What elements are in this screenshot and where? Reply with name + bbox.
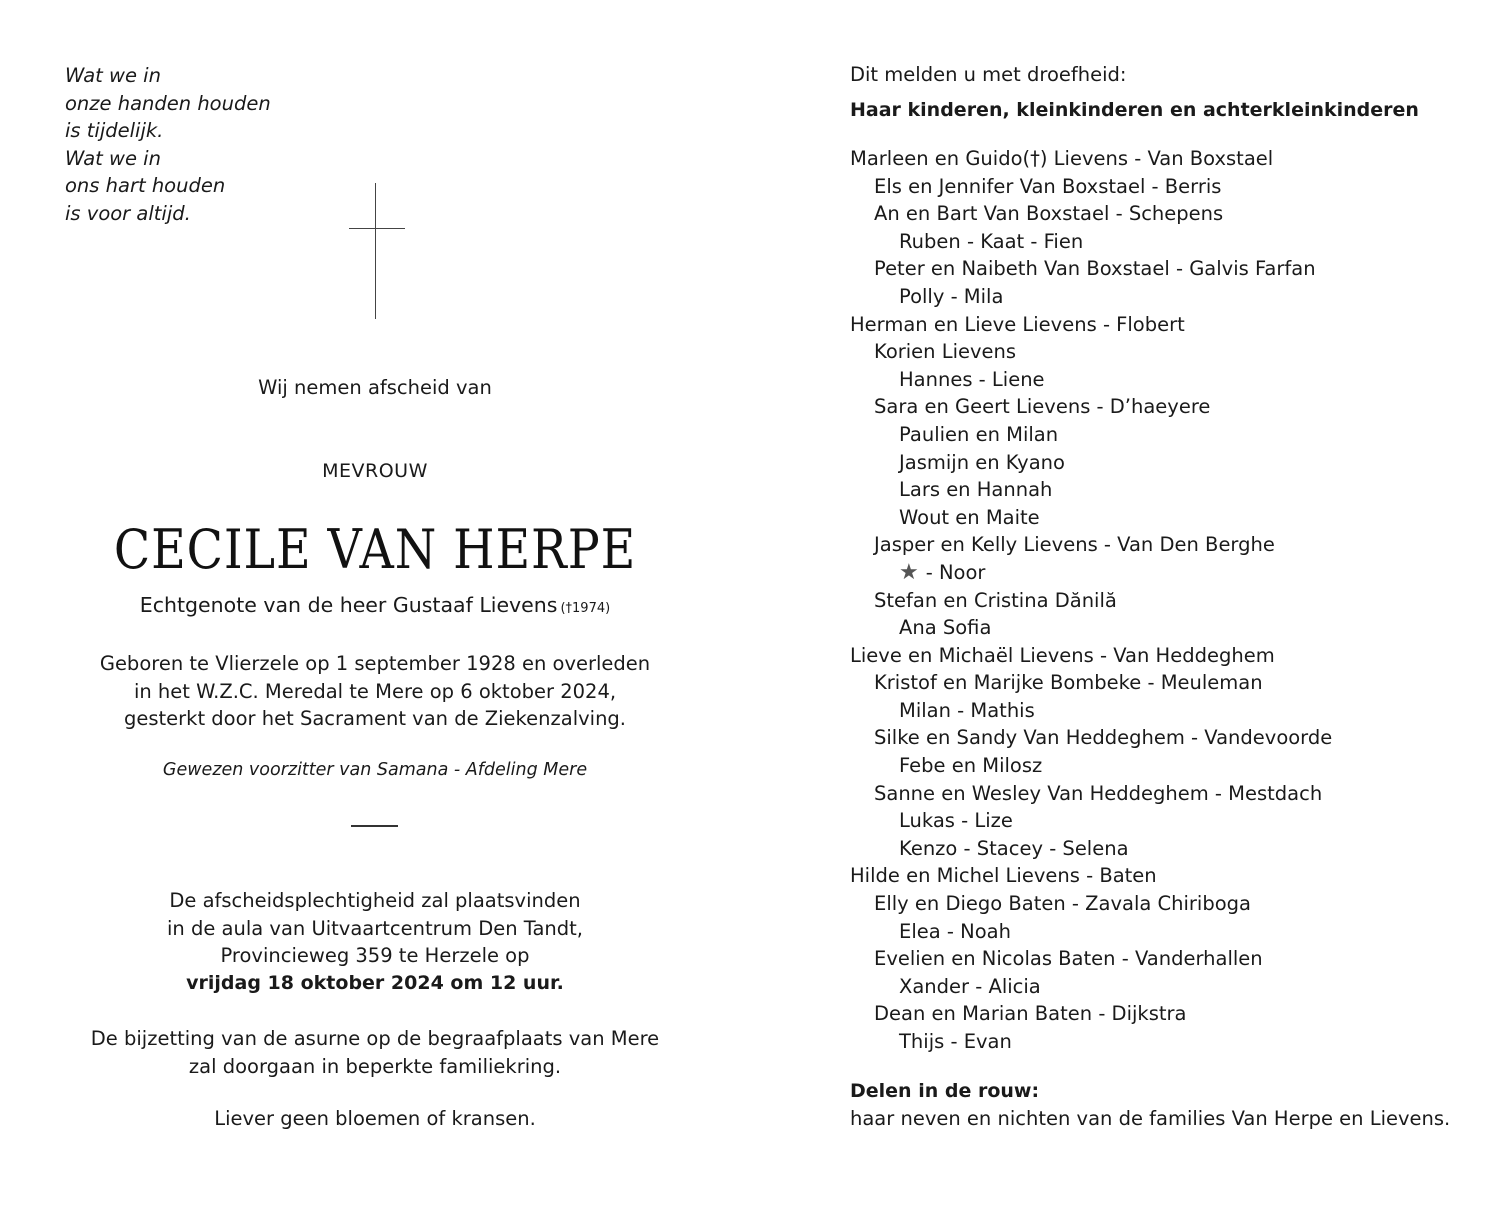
- family-member-text: Evelien en Nicolas Baten - Vanderhallen: [874, 947, 1263, 971]
- cross-icon: [349, 183, 405, 319]
- no-flowers-text: Liever geen bloemen of kransen.: [214, 1107, 536, 1130]
- share-text: haar neven en nichten van de families Van Herpe en Lievens.: [850, 1107, 1451, 1130]
- poem: [65, 62, 271, 228]
- spouse-text: Echtgenote van de heer Gustaaf Lievens: [139, 593, 558, 617]
- family-member-text: Lukas - Lize: [899, 809, 1013, 833]
- divider: [351, 825, 398, 827]
- family-member-line: [850, 338, 1332, 366]
- share-heading: Delen in de rouw:: [850, 1080, 1040, 1102]
- family-member-text: Stefan en Cristina Dănilă: [874, 588, 1117, 612]
- family-member-text: Els en Jennifer Van Boxstael - Berris: [874, 174, 1222, 198]
- family-member-text: Hilde en Michel Lievens - Baten: [850, 864, 1157, 888]
- family-member-text: Lieve en Michaël Lievens - Van Heddeghem: [850, 643, 1275, 667]
- family-list: [850, 145, 1332, 1056]
- family-member-text: Kenzo - Stacey - Selena: [899, 836, 1129, 860]
- family-member-line: [850, 283, 1332, 311]
- family-member-text: Polly - Mila: [899, 284, 1004, 308]
- family-member-text: Wout en Maite: [899, 505, 1040, 529]
- intro-text: Dit melden u met droefheid:: [850, 63, 1127, 86]
- poem-line: ons hart houden: [65, 174, 226, 198]
- family-member-line: [850, 918, 1332, 946]
- family-member-line: [850, 449, 1332, 477]
- family-member-text: Ana Sofia: [899, 616, 992, 640]
- ceremony-line: De afscheidsplechtigheid zal plaatsvinden: [169, 889, 581, 912]
- family-member-text: Dean en Marian Baten - Dijkstra: [874, 1002, 1187, 1026]
- family-member-text: Kristof en Marijke Bombeke - Meuleman: [874, 671, 1263, 695]
- family-member-line: [850, 724, 1332, 752]
- birth-details: [50, 650, 700, 733]
- family-member-text: Jasmijn en Kyano: [899, 450, 1065, 474]
- burial-line: zal doorgaan in beperkte familiekring.: [188, 1054, 562, 1078]
- family-member-text: Xander - Alicia: [899, 974, 1041, 998]
- family-member-line: [850, 311, 1332, 339]
- poem-line: is voor altijd.: [65, 201, 191, 225]
- family-member-line: [850, 559, 1332, 587]
- family-member-line: [850, 669, 1332, 697]
- deceased-name: CECILE VAN HERPE: [113, 518, 637, 581]
- family-member-line: [850, 614, 1332, 642]
- poem-line: is tijdelijk.: [65, 119, 164, 143]
- family-member-text: Herman en Lieve Lievens - Flobert: [850, 312, 1185, 336]
- family-member-line: [850, 421, 1332, 449]
- birth-line: in het W.Z.C. Meredal te Mere op 6 oktober 2024,: [133, 679, 617, 703]
- family-member-text: Thijs - Evan: [899, 1030, 1012, 1053]
- ceremony-details: [50, 887, 700, 997]
- family-member-text: - Noor: [925, 560, 986, 584]
- birth-line: Geboren te Vlierzele op 1 september 1928 en overleden: [99, 652, 651, 675]
- family-member-text: Milan - Mathis: [899, 698, 1035, 722]
- spouse-line: [50, 593, 700, 617]
- poem-line: onze handen houden: [65, 91, 271, 115]
- family-member-line: [850, 973, 1332, 1001]
- ceremony-line: Provincieweg 359 te Herzele op: [220, 944, 530, 968]
- left-panel: [0, 0, 750, 1214]
- function-text: Gewezen voorzitter van Samana - Afdeling Mere: [162, 760, 588, 780]
- ceremony-date: vrijdag 18 oktober 2024 om 12 uur.: [186, 971, 564, 994]
- family-member-text: Febe en Milosz: [899, 754, 1043, 778]
- family-member-line: [850, 780, 1332, 808]
- burial-details: [50, 1025, 700, 1080]
- family-member-line: [850, 393, 1332, 421]
- family-member-text: Ruben - Kaat - Fien: [899, 229, 1084, 253]
- burial-line: De bijzetting van de asurne op de begraafplaats van Mere: [90, 1027, 660, 1050]
- family-member-text: Peter en Naibeth Van Boxstael - Galvis Farfan: [874, 257, 1316, 281]
- family-member-text: Lars en Hannah: [899, 478, 1053, 502]
- family-member-line: [850, 366, 1332, 394]
- spouse-death-note: (†1974): [560, 601, 611, 616]
- family-member-line: [850, 476, 1332, 504]
- family-member-text: An en Bart Van Boxstael - Schepens: [874, 202, 1224, 226]
- family-member-text: Elly en Diego Baten - Zavala Chiriboga: [874, 892, 1251, 916]
- family-member-line: [850, 173, 1332, 201]
- family-member-line: [850, 890, 1332, 918]
- birth-line: gesterkt door het Sacrament van de Ziekenzalving.: [123, 707, 627, 731]
- family-member-line: [850, 228, 1332, 256]
- family-heading: Haar kinderen, kleinkinderen en achterkleinkinderen: [850, 99, 1419, 121]
- family-member-text: Paulien en Milan: [899, 422, 1059, 446]
- family-member-text: Korien Lievens: [874, 340, 1017, 364]
- star-icon: ★: [899, 559, 926, 585]
- family-member-line: [850, 504, 1332, 532]
- family-member-line: [850, 752, 1332, 780]
- salutation: MEVROUW: [322, 460, 428, 482]
- family-member-line: [850, 1000, 1332, 1028]
- poem-line: Wat we in: [65, 64, 161, 87]
- family-member-text: Silke en Sandy Van Heddeghem - Vandevoorde: [874, 726, 1333, 750]
- family-member-text: Sara en Geert Lievens - D’haeyere: [874, 395, 1211, 419]
- family-member-line: [850, 862, 1332, 890]
- family-member-line: [850, 587, 1332, 615]
- family-member-line: [850, 807, 1332, 835]
- family-member-text: Hannes - Liene: [899, 367, 1045, 391]
- family-member-line: [850, 200, 1332, 228]
- family-member-text: Marleen en Guido(†) Lievens - Van Boxstael: [850, 147, 1274, 170]
- poem-line: Wat we in: [65, 146, 161, 170]
- family-member-line: [850, 145, 1332, 173]
- family-member-line: [850, 531, 1332, 559]
- family-member-text: Jasper en Kelly Lievens - Van Den Berghe: [874, 533, 1275, 557]
- family-member-line: [850, 1028, 1332, 1056]
- family-member-line: [850, 945, 1332, 973]
- family-member-line: [850, 835, 1332, 863]
- family-member-line: [850, 642, 1332, 670]
- family-member-text: Elea - Noah: [899, 919, 1011, 943]
- family-member-line: [850, 255, 1332, 283]
- ceremony-line: in de aula van Uitvaartcentrum Den Tandt,: [167, 916, 583, 940]
- farewell-text: Wij nemen afscheid van: [258, 376, 492, 399]
- family-member-text: Sanne en Wesley Van Heddeghem - Mestdach: [874, 781, 1323, 805]
- family-member-line: [850, 697, 1332, 725]
